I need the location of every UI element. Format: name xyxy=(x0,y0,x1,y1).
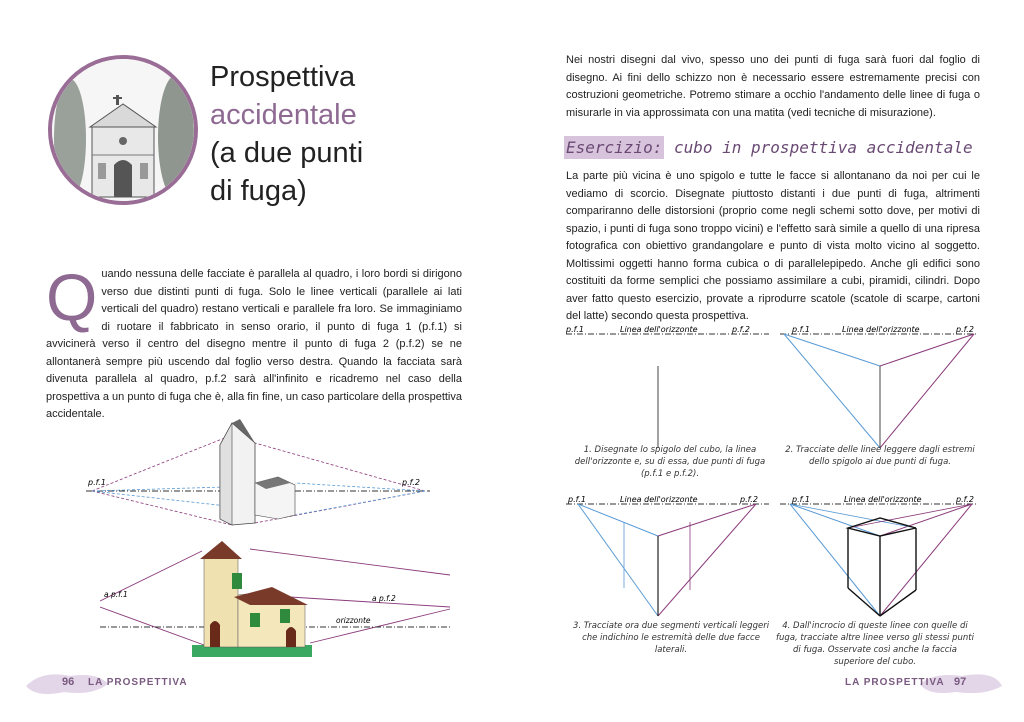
diagram2-pf1-label: a p.f.1 xyxy=(104,590,128,599)
footer-label-right: LA PROSPETTIVA xyxy=(845,677,945,688)
step1-pf2-label: p.f.2 xyxy=(732,325,750,334)
page-title xyxy=(210,58,363,210)
page-number-right: 97 xyxy=(954,676,967,688)
step4-horizon-label: Linea dell'orizzonte xyxy=(844,495,922,504)
step1-pf1-label: p.f.1 xyxy=(566,325,584,334)
drop-cap: Q xyxy=(46,260,98,334)
step3-caption: 3. Tracciate ora due segmenti verticali leggeri che indichino le estremità delle due facce laterali. xyxy=(572,621,770,655)
page-number-left: 96 xyxy=(62,676,75,688)
exercise-label: Esercizio: xyxy=(566,138,663,157)
diagram2-pf2-label: a p.f.2 xyxy=(372,594,396,603)
step3-diagram xyxy=(564,492,772,620)
exercise-title: cubo in prospettiva accidentale xyxy=(673,138,973,157)
step1-horizon-label: Linea dell'orizzonte xyxy=(620,325,698,334)
intro-paragraph xyxy=(46,260,462,424)
step3-horizon-label: Linea dell'orizzonte xyxy=(620,495,698,504)
exercise-paragraph: La parte più vicina è uno spigolo e tutte le facce si allontanano da noi per cui le vediamo di scorcio. Disegnate piuttosto distanti i due punti di fuga, altrimenti compariranno delle distorsioni (proprio come negli schemi sotto dove, per motivi di spazio, i punti di fuga sono troppo vicini) e l'effetto sarà simile a quello di una ripresa fotografica con obiettivo grandangolare e punto di vista molto vicino al soggetto. Moltissimi oggetti hanno forma cubica o di parallelepipedo. Anche gli edifici sono costituiti da forme semplici che possiamo assimilare a cubi, piramidi, cilindri. Dopo aver fatto questo esercizio, provate a riprodurre scatole (scatole di scarpe, cartoni del latte) secondo questa prospettiva. xyxy=(566,170,980,322)
title-line-1: Prospettiva xyxy=(210,61,356,93)
step3-pf1-label: p.f.1 xyxy=(568,495,586,504)
two-point-building-diagram xyxy=(80,415,440,527)
step4-diagram xyxy=(778,492,980,620)
step3-pf2-label: p.f.2 xyxy=(740,495,758,504)
step2-diagram xyxy=(778,322,980,452)
title-line-4: di fuga) xyxy=(210,175,307,207)
title-line-3: (a due punti xyxy=(210,137,364,169)
step2-horizon-label: Linea dell'orizzonte xyxy=(842,325,920,334)
step4-caption: 4. Dall'incrocio di queste linee con quelle di fuga, tracciate altre linee verso gli stessi punti di fuga. Osservate così anche la faccia superiore del cubo. xyxy=(776,621,974,667)
step2-pf2-label: p.f.2 xyxy=(956,325,974,334)
step4-pf2-label: p.f.2 xyxy=(956,495,974,504)
exercise-heading xyxy=(564,138,973,157)
diagram1-pf2-label: p.f.2 xyxy=(402,478,420,487)
diagram1-pf1-label: p.f.1 xyxy=(88,478,106,487)
church-illustration xyxy=(48,55,198,205)
step2-caption: 2. Tracciate delle linee leggere dagli estremi dello spigolo ai due punti di fuga. xyxy=(785,445,975,467)
house-model-diagram xyxy=(100,535,460,660)
right-top-paragraph: Nei nostri disegni dal vivo, spesso uno dei punti di fuga sarà fuori dal foglio di disegno. Ai fini dello schizzo non è necessario essere estremamente precisi con costruzioni geometriche. Potremo stimare a occhio l'andamento delle linee di fuga o misurarle in via approssimata con una matita (vedi tecniche di misurazione). xyxy=(566,54,980,119)
step1-caption: 1. Disegnate lo spigolo del cubo, la linea dell'orizzonte e, su di essa, due punti di fuga (p.f.1 e p.f.2). xyxy=(574,445,766,479)
footer-label-left: LA PROSPETTIVA xyxy=(88,677,188,688)
diagram2-horizon-label: orizzonte xyxy=(336,616,371,625)
church-drawing xyxy=(52,59,194,201)
title-line-2: accidentale xyxy=(210,99,357,131)
step4-pf1-label: p.f.1 xyxy=(792,495,810,504)
step2-pf1-label: p.f.1 xyxy=(792,325,810,334)
step1-diagram xyxy=(564,322,772,452)
intro-text: uando nessuna delle facciate è parallela al quadro, i loro bordi si dirigono verso due distinti punti di fuga. Solo le linee verticali (parallele ai lati verticali del quadro) restano verticali e parallele fra loro. Se immaginiamo di ruotare il fabbricato in senso orario, il punto di fuga 1 (p.f.1) si avvicinerà verso il centro del disegno mentre il punto di fuga 2 (p.f.2) se ne allontanerà sempre più uscendo dal foglio verso destra. Quando la facciata sarà divenuta parallela al quadro, p.f.2 sarà all'infinito e ricadremo nel caso della prospettiva a un punto di fuga che è, alla fin fine, un caso particolare della prospettiva accidentale. xyxy=(46,268,462,420)
